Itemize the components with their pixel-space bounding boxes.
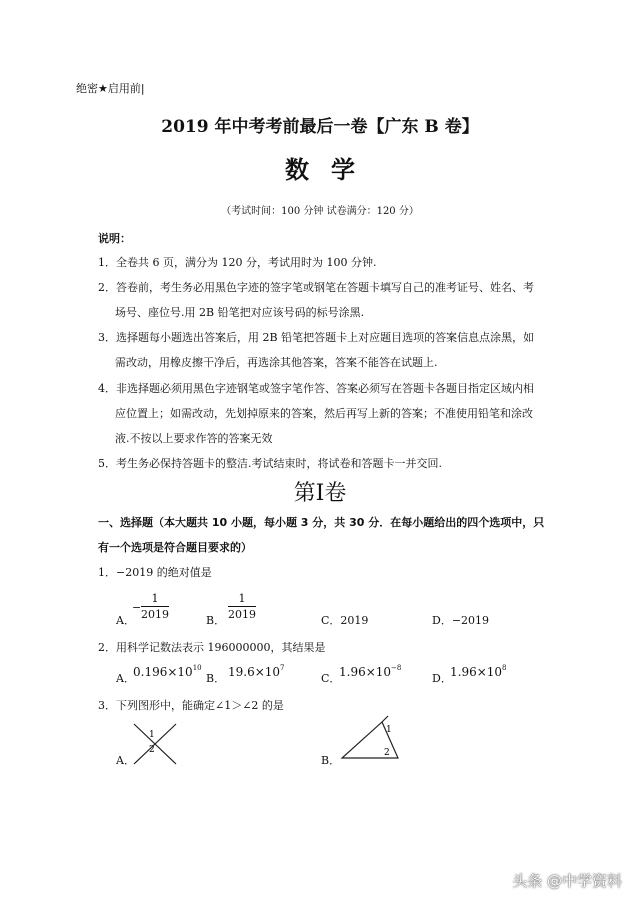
instruction-line: 2．答卷前，考生务必用黑色字迹的签字笔或钢笔在答题卡填写自己的准考证号、姓名、考: [98, 281, 534, 294]
q3-option-a-label: A．: [116, 754, 135, 767]
confidential-mark: 绝密★启用前|: [76, 82, 145, 95]
q2-option-b-label: B．: [206, 672, 226, 685]
volume-heading: 第Ⅰ卷: [293, 481, 347, 506]
q2-option-c-label: C．: [321, 672, 341, 685]
instruction-line: 3．选择题每小题选出答案后，用 2B 铅笔把答题卡上对应题目选项的答案信息点涂黑，如: [98, 331, 535, 344]
instruction-line: 液.不按以上要求作答的答案无效: [115, 432, 273, 445]
question-2-stem: 2．用科学记数法表示 196000000，其结果是: [98, 641, 326, 654]
section-heading-cont: 有一个选项是符合题目要求的）: [98, 541, 252, 554]
watermark: 头条 @中学资料: [512, 872, 622, 890]
angle-1-label: 1: [386, 725, 392, 735]
fraction-numerator: 1: [228, 592, 256, 607]
q3-figure-b-triangle: [338, 714, 408, 762]
instruction-line: 1．全卷共 6 页，满分为 120 分，考试用时为 100 分钟.: [98, 256, 377, 269]
exam-title: 2019 年中考考前最后一卷【广东 B 卷】: [161, 117, 479, 137]
angle-2-label: 2: [149, 745, 155, 755]
subject-title: 数学: [285, 155, 377, 184]
q3-option-b-label: B．: [321, 754, 341, 767]
instruction-line: 场号、座位号.用 2B 铅笔把对应该号码的标号涂黑.: [115, 306, 365, 319]
instruction-line: 需改动，用橡皮擦干净后，再选涂其他答案，答案不能答在试题上.: [115, 356, 438, 369]
q2-option-c: $1.96\times 10^{-8}$: [339, 664, 402, 679]
instruction-line: 4．非选择题必须用黑色字迹钢笔或签字笔作答、答案必须写在答题卡各题目指定区域内相: [98, 382, 534, 395]
q1-option-b-fraction: [228, 592, 256, 621]
fraction-numerator: 1: [141, 592, 169, 607]
q1-option-c: C．2019: [321, 614, 369, 627]
fraction-denominator: 2019: [141, 608, 169, 621]
angle-1-label: 1: [149, 730, 155, 740]
angle-2-label: 2: [384, 748, 390, 758]
q2-option-d-label: D．: [432, 672, 452, 685]
fraction-denominator: 2019: [228, 608, 256, 621]
instruction-line: 5．考生务必保持答题卡的整洁.考试结束时，将试卷和答题卡一并交回.: [98, 457, 442, 470]
instruction-line: 应位置上；如需改动，先划掉原来的答案，然后再写上新的答案；不准使用铅笔和涂改: [115, 407, 533, 420]
question-3-stem: 3．下列图形中，能确定∠1＞∠2 的是: [98, 699, 284, 712]
q1-option-a-label: A．: [116, 614, 135, 627]
q2-option-d: $1.96\times 10^8$: [450, 664, 507, 679]
q2-option-b: $19.6\times 10^7$: [228, 664, 285, 679]
instructions-label: 说明：: [98, 232, 131, 245]
section-heading: 一、选择题（本大题共 10 小题，每小题 3 分，共 30 分．在每小题给出的四个选项中，只: [98, 516, 545, 529]
q1-option-a-sign: −: [132, 601, 142, 614]
q3-figure-a-crossing-lines: [130, 722, 180, 766]
q2-option-a-label: A．: [116, 672, 135, 685]
q2-option-a: $0.196\times 10^{10}$: [133, 664, 202, 679]
question-1-stem: 1．−2019 的绝对值是: [98, 566, 212, 579]
q1-option-d: D．−2019: [432, 614, 490, 627]
q1-option-a-fraction: [141, 592, 169, 621]
time-info: （考试时间：100 分钟 试卷满分：120 分）: [221, 206, 419, 217]
q1-option-b-label: B．: [206, 614, 226, 627]
